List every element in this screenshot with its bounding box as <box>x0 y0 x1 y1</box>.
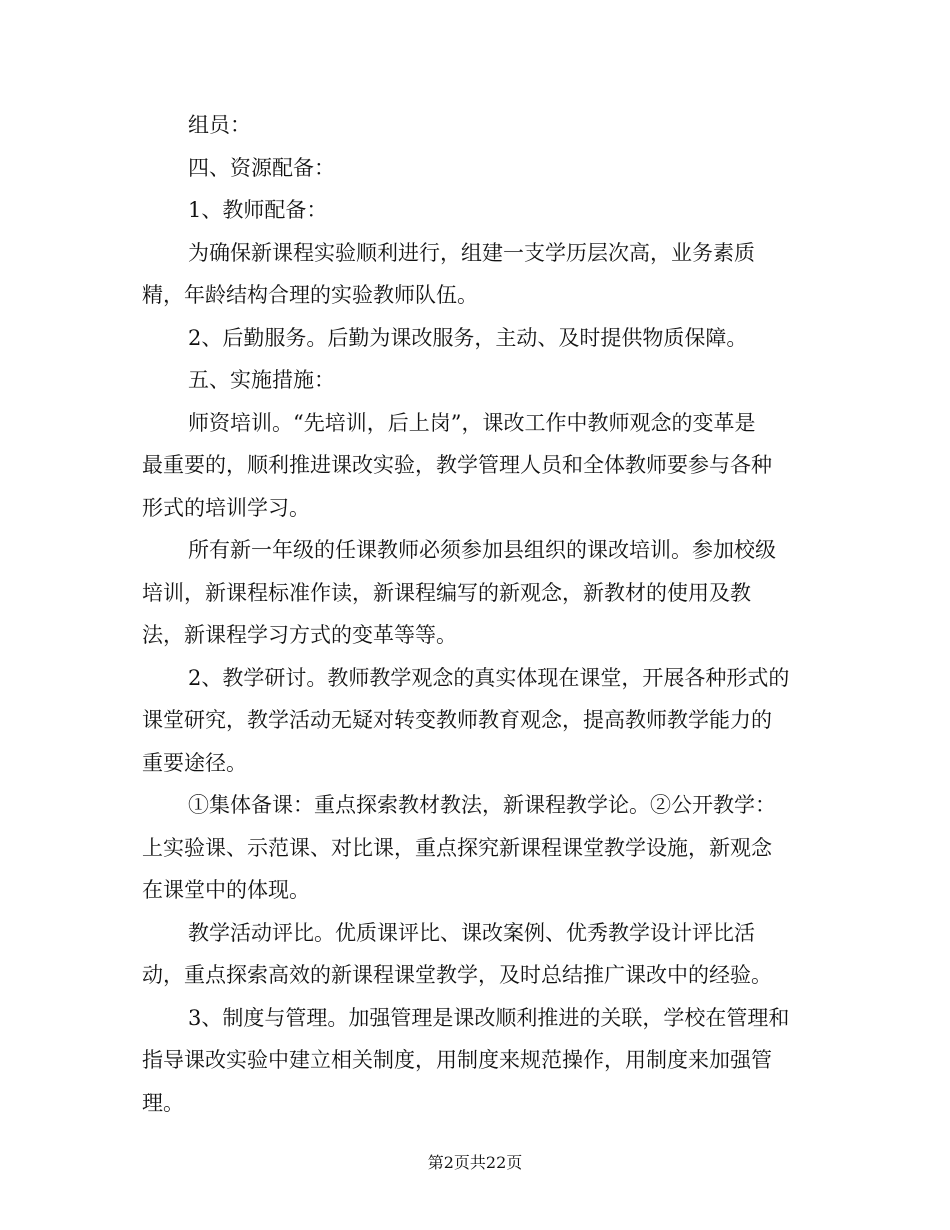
text-line: 最重要的，顺利推进课改实验，教学管理人员和全体教师要参与各种 <box>142 453 772 477</box>
text-line: 组员： <box>188 113 251 137</box>
text-line: 3、制度与管理。加强管理是课改顺利推进的关联，学校在管理和 <box>188 1005 790 1030</box>
text-line: 形式的培训学习。 <box>142 495 310 520</box>
page-number-footer: 第2页共22页 <box>427 1153 523 1172</box>
text-line: 2、教学研讨。教师教学观念的真实体现在课堂，开展各种形式的 <box>188 665 790 690</box>
paragraph-members <box>142 104 812 147</box>
text-line: 教学活动评比。优质课评比、课改案例、优秀教学设计评比活 <box>188 920 755 945</box>
text-line: 理。 <box>142 1090 184 1115</box>
text-line: 四、资源配备： <box>188 155 335 180</box>
heading-resource-allocation <box>142 147 812 190</box>
text-line: 在课堂中的体现。 <box>142 878 310 902</box>
text-line: ①集体备课：重点探索教材教法，新课程教学论。②公开教学： <box>188 793 776 817</box>
text-line: 2、后勤服务。后勤为课改服务，主动、及时提供物质保障。 <box>188 325 748 350</box>
text-line: 五、实施措施： <box>188 368 335 392</box>
paragraph-teaching-research <box>142 657 812 785</box>
text-line: 课堂研究，教学活动无疑对转变教师教育观念，提高教师教学能力的 <box>142 708 772 732</box>
document-body <box>142 104 812 1124</box>
paragraph-system-management <box>142 997 812 1125</box>
paragraph-grade-one-training <box>142 529 812 657</box>
text-line: 1、教师配备： <box>188 198 328 222</box>
paragraph-teacher-training <box>142 402 812 530</box>
paragraph-teacher-team <box>142 232 812 317</box>
text-line: 所有新一年级的任课教师必须参加县组织的课改培训。参加校级 <box>188 538 776 562</box>
paragraph-collective-lesson-prep <box>142 784 812 912</box>
text-line: 师资培训。“先培训，后上岗”，课改工作中教师观念的变革是 <box>188 410 756 435</box>
text-line: 重要途径。 <box>142 750 247 775</box>
text-line: 动，重点探索高效的新课程课堂教学，及时总结推广课改中的经验。 <box>142 963 772 987</box>
subheading-teacher-allocation <box>142 189 812 232</box>
paragraph-logistics <box>142 317 812 360</box>
text-line: 精，年龄结构合理的实验教师队伍。 <box>142 283 478 307</box>
text-line: 为确保新课程实验顺利进行，组建一支学历层次高，业务素质 <box>188 240 755 265</box>
text-line: 法，新课程学习方式的变革等等。 <box>142 623 457 647</box>
text-line: 上实验课、示范课、对比课，重点探究新课程课堂教学设施，新观念 <box>142 835 772 860</box>
heading-implementation-measures <box>142 359 812 402</box>
text-line: 指导课改实验中建立相关制度，用制度来规范操作，用制度来加强管 <box>142 1048 772 1072</box>
text-line: 培训，新课程标准作读，新课程编写的新观念，新教材的使用及教 <box>142 580 751 605</box>
paragraph-teaching-evaluation <box>142 912 812 997</box>
